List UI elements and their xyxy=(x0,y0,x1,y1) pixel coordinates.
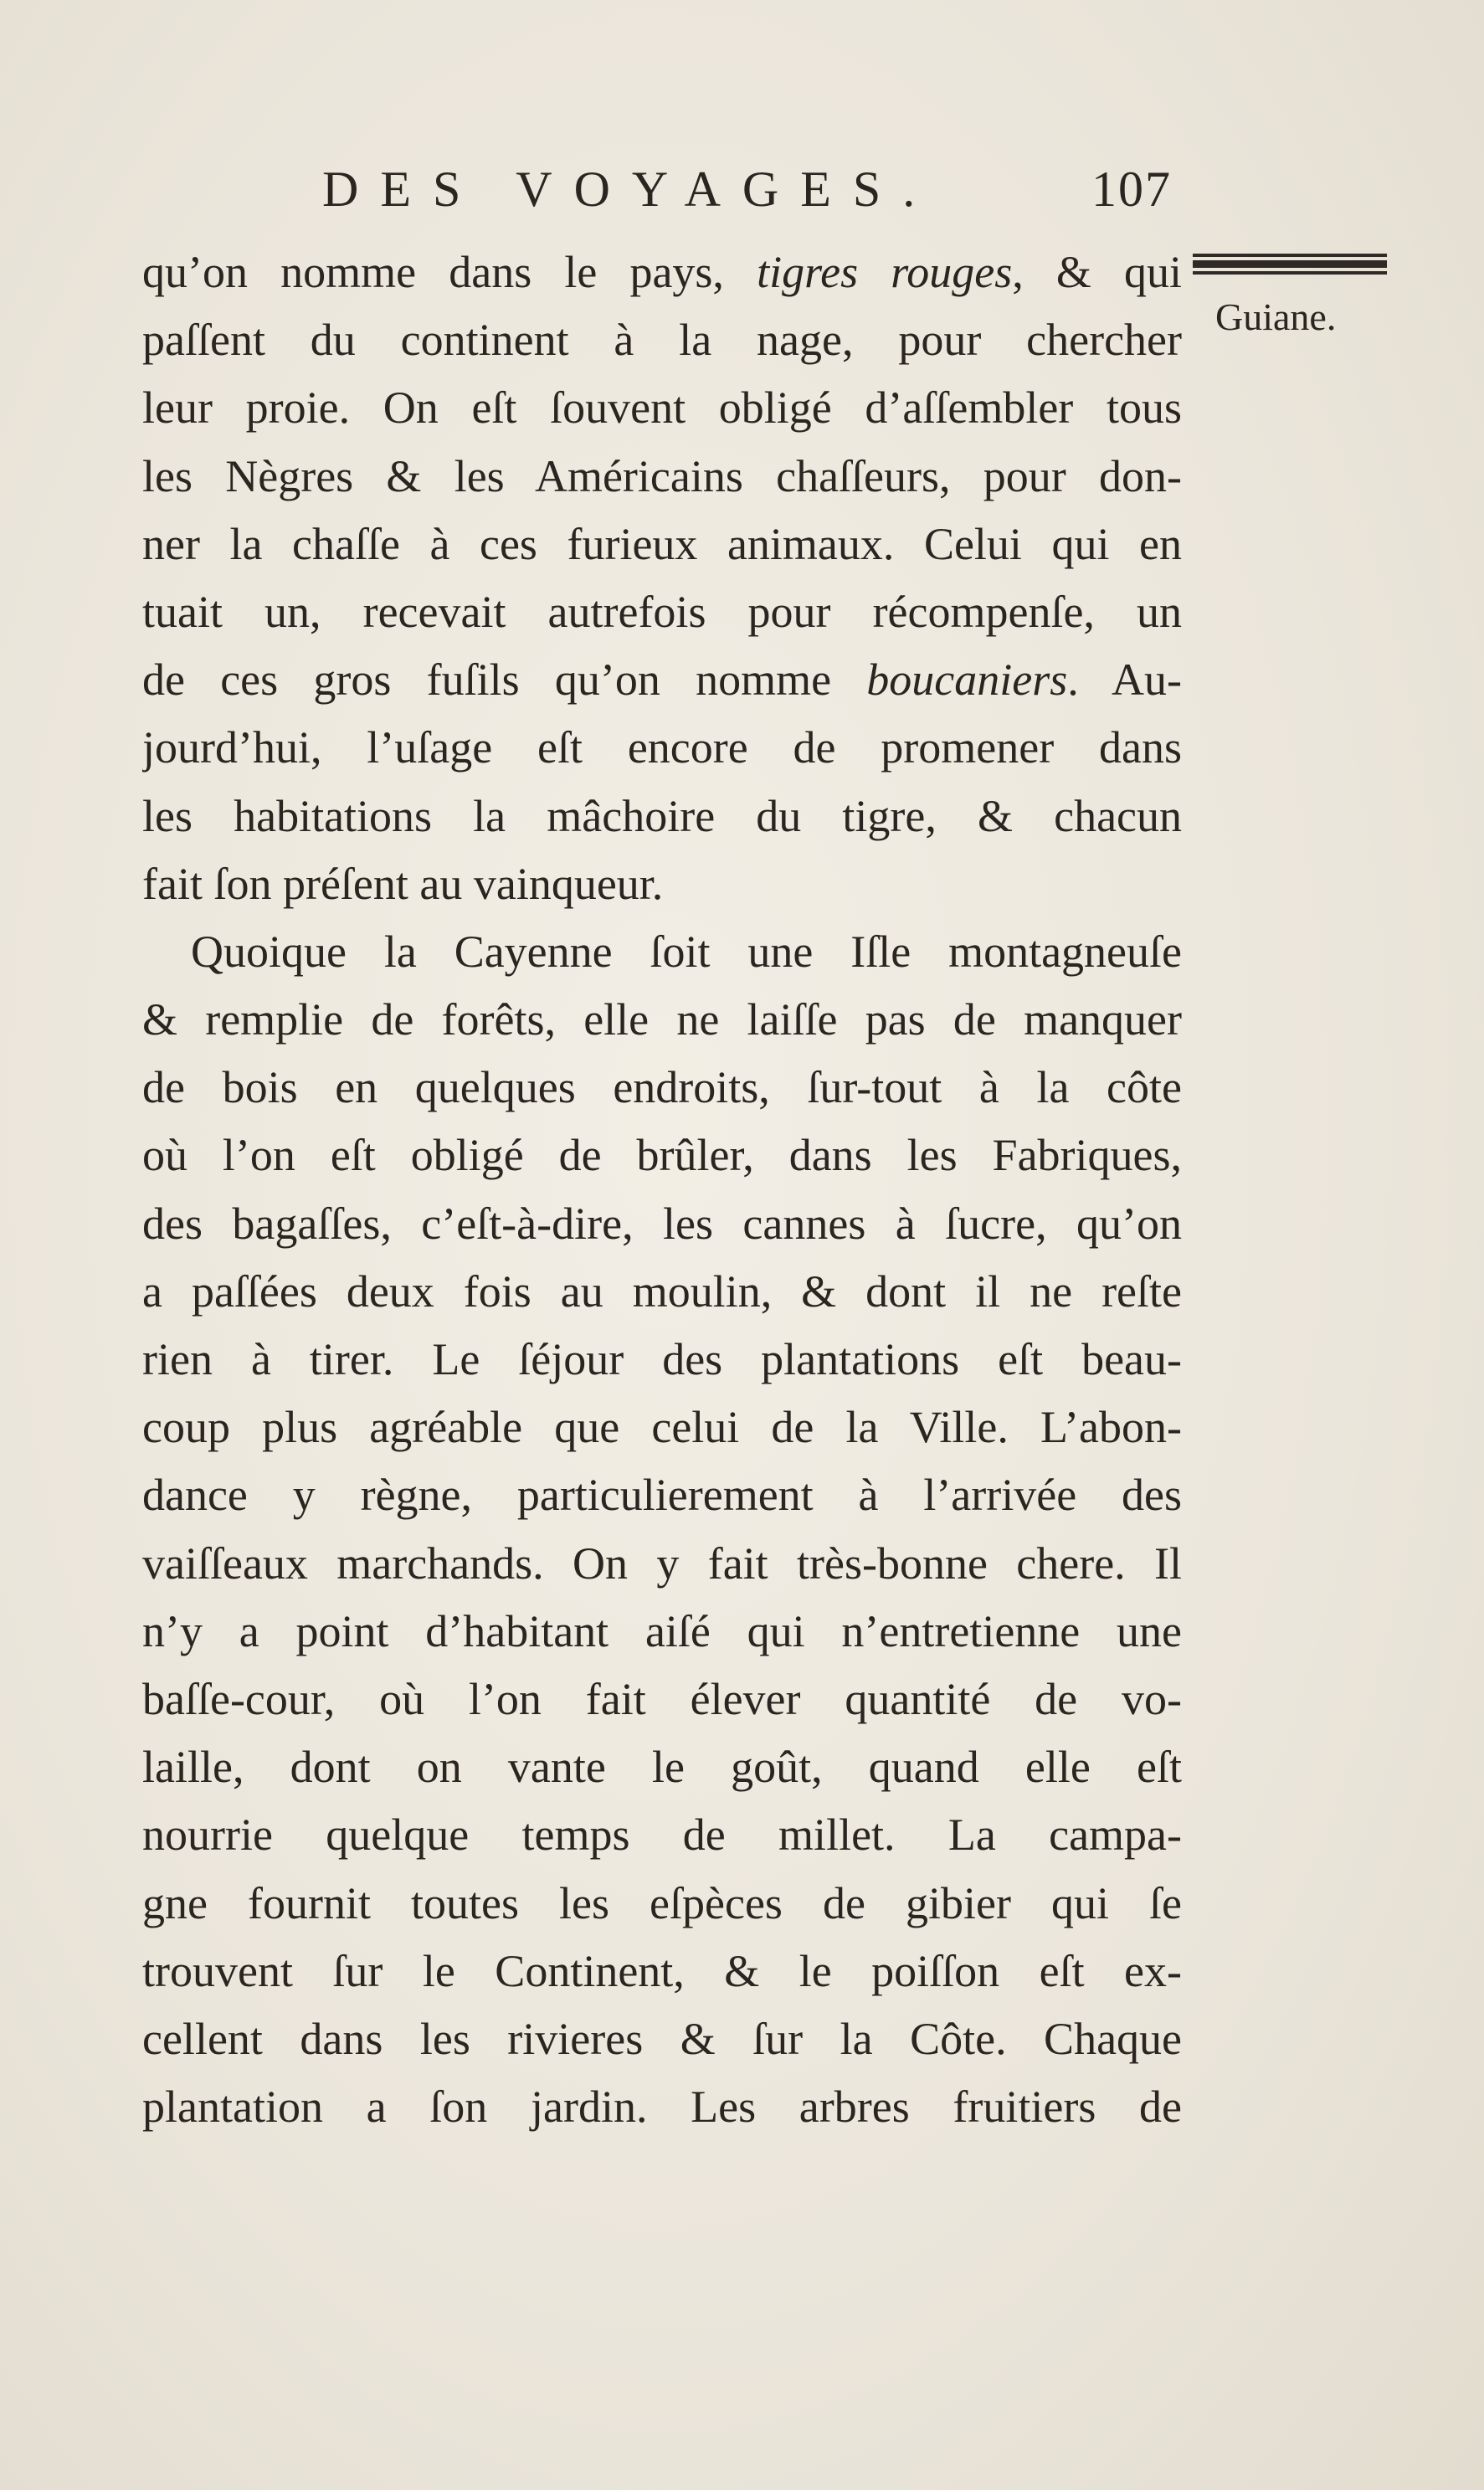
text-segment: tuait un, recevait autrefois pour récompenſe, un xyxy=(142,586,1182,637)
text-segment: de bois en quelques endroits, ſur-tout à la côte xyxy=(142,1062,1182,1113)
text-segment: qu’on nomme dans le pays, xyxy=(142,247,757,297)
text-segment: cellent dans les rivieres & ſur la Côte. Chaque xyxy=(142,2013,1182,2064)
running-head-title: DES VOYAGES. xyxy=(322,162,937,217)
text-segment: gne fournit toutes les eſpèces de gibier qui ſe xyxy=(142,1877,1182,1928)
text-line xyxy=(142,2073,1182,2141)
text-line xyxy=(142,1394,1182,1461)
text-line xyxy=(142,239,1182,306)
text-line xyxy=(142,306,1182,374)
text-line xyxy=(142,1190,1182,1258)
text-line xyxy=(142,2005,1182,2073)
text-segment: dance y règne, particulierement à l’arrivée des xyxy=(142,1470,1182,1521)
text-line xyxy=(142,1054,1182,1122)
text-segment: . Au- xyxy=(1067,655,1182,706)
text-segment: fait ſon préſent au vainqueur. xyxy=(142,858,664,909)
text-segment: de ces gros fuſils qu’on nomme xyxy=(142,655,867,706)
text-line xyxy=(142,1666,1182,1733)
text-line xyxy=(142,714,1182,782)
text-segment: trouvent ſur le Continent, & le poiſſon eſt ex- xyxy=(142,1945,1182,1996)
text-segment: jourd’hui, l’uſage eſt encore de promener dans xyxy=(142,722,1182,773)
text-segment: les Nègres & les Américains chaſſeurs, pour don- xyxy=(142,450,1182,501)
marginal-ornament-rule xyxy=(1193,253,1387,276)
text-segment: , & qui xyxy=(1012,247,1182,297)
text-line xyxy=(142,783,1182,850)
text-line xyxy=(142,850,1182,918)
text-segment: rien à tirer. Le ſéjour des plantations eſt beau- xyxy=(142,1334,1182,1384)
text-line xyxy=(142,1801,1182,1869)
marginal-note: Guiane. xyxy=(1215,295,1337,338)
text-segment: baſſe-cour, où l’on fait élever quantité de vo- xyxy=(142,1673,1182,1724)
text-segment: n’y a point d’habitant aiſé qui n’entretienne une xyxy=(142,1605,1182,1656)
text-segment: des bagaſſes, c’eſt-à-dire, les cannes à ſucre, qu’on xyxy=(142,1198,1182,1249)
text-line xyxy=(142,646,1182,714)
text-segment: plantation a ſon jardin. Les arbres fruitiers de xyxy=(142,2082,1182,2133)
text-segment: où l’on eſt obligé de brûler, dans les Fabriques, xyxy=(142,1130,1182,1181)
text-segment: leur proie. On eſt ſouvent obligé d’aſſembler tous xyxy=(142,382,1182,434)
page-number: 107 xyxy=(1091,162,1172,217)
text-segment: nourrie quelque temps de millet. La campa- xyxy=(142,1810,1182,1861)
text-segment: a paſſées deux fois au moulin, & dont il ne reſte xyxy=(142,1266,1182,1317)
text-segment: les habitations la mâchoire du tigre, & chacun xyxy=(142,790,1182,841)
text-line xyxy=(142,1461,1182,1529)
text-segment: paſſent du continent à la nage, pour chercher xyxy=(142,315,1182,366)
text-line xyxy=(142,1733,1182,1801)
text-segment: coup plus agréable que celui de la Ville. L’abon- xyxy=(142,1402,1182,1453)
text-segment: vaiſſeaux marchands. On y fait très-bonne chere. Il xyxy=(142,1538,1182,1589)
text-segment: Quoique la Cayenne ſoit une Iſle montagneuſe xyxy=(191,926,1182,977)
text-line xyxy=(142,443,1182,511)
text-segment: ner la chaſſe à ces furieux animaux. Celui qui en xyxy=(142,518,1182,569)
text-line xyxy=(142,1530,1182,1598)
text-line xyxy=(142,511,1182,578)
text-line xyxy=(142,1870,1182,1938)
text-line xyxy=(142,986,1182,1054)
text-line xyxy=(142,578,1182,646)
text-line xyxy=(142,374,1182,442)
text-segment: & remplie de forêts, elle ne laiſſe pas de manquer xyxy=(142,994,1182,1045)
italic-text: tigres rouges xyxy=(757,247,1013,297)
running-head xyxy=(322,161,1172,228)
text-line xyxy=(142,1326,1182,1394)
body-text xyxy=(142,239,1182,2141)
text-line xyxy=(142,1122,1182,1189)
text-line xyxy=(142,1938,1182,2005)
text-line xyxy=(142,1258,1182,1326)
text-segment: laille, dont on vante le goût, quand elle eſt xyxy=(142,1742,1182,1793)
italic-text: boucaniers xyxy=(866,655,1068,706)
text-line xyxy=(142,918,1182,986)
text-line xyxy=(142,1598,1182,1666)
